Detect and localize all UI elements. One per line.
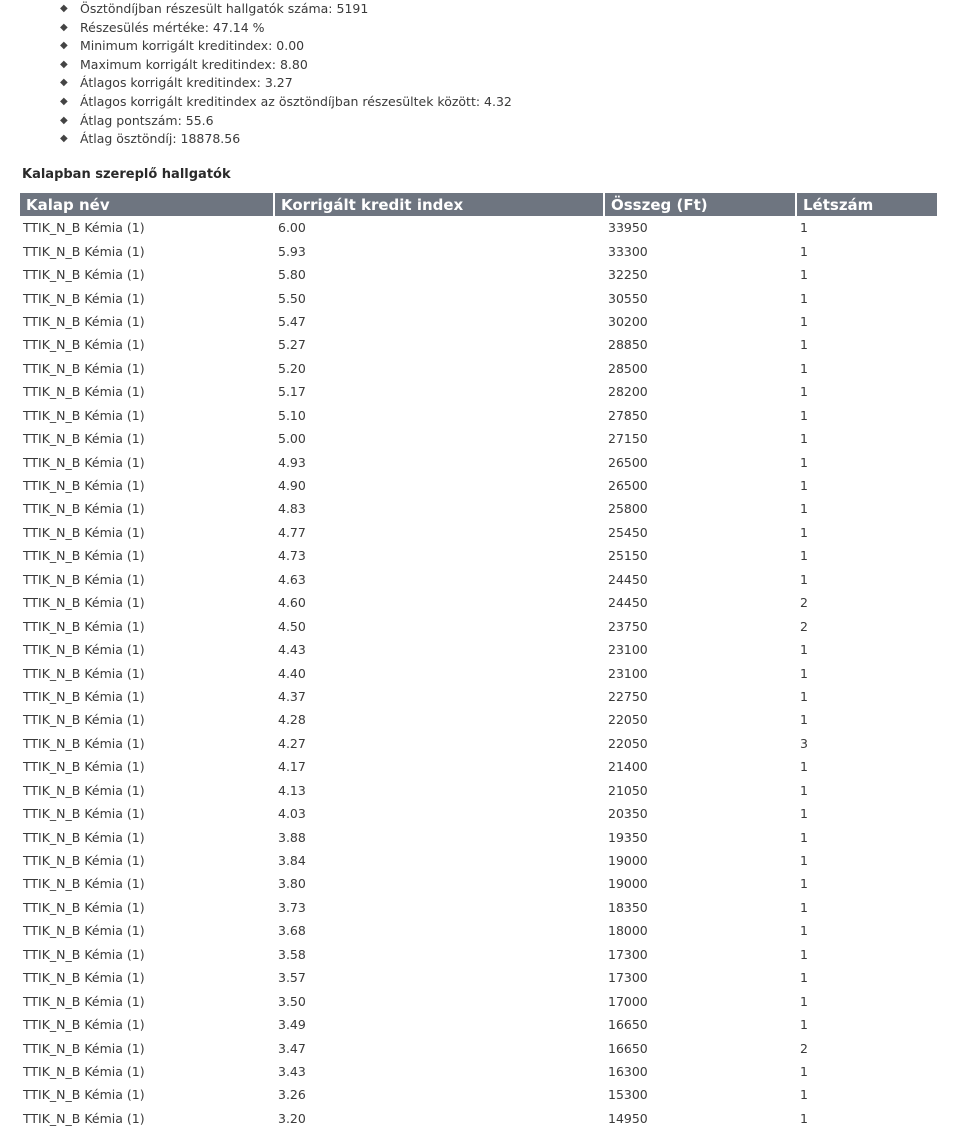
cell-letszam: 1 [800,1087,808,1103]
table-row [20,310,937,333]
table-row [20,685,937,708]
bullet-icon: ◆ [60,133,68,145]
cell-kredit-index: 4.03 [278,806,306,822]
stat-text: Átlag ösztöndíj: 18878.56 [80,131,241,147]
cell-osszeg: 23100 [608,642,648,658]
stat-text: Minimum korrigált kreditindex: 0.00 [80,38,305,54]
cell-kalap-nev: TTIK_N_B Kémia (1) [23,384,145,400]
cell-osszeg: 17300 [608,946,648,962]
table-header-row [20,193,937,216]
cell-kredit-index: 4.13 [278,782,306,798]
cell-kalap-nev: TTIK_N_B Kémia (1) [23,688,145,704]
cell-osszeg: 19000 [608,853,648,869]
cell-osszeg: 17300 [608,970,648,986]
cell-kalap-nev: TTIK_N_B Kémia (1) [23,759,145,775]
table-row [20,263,937,286]
cell-kredit-index: 4.40 [278,665,306,681]
cell-osszeg: 16300 [608,1063,648,1079]
cell-kalap-nev: TTIK_N_B Kémia (1) [23,1087,145,1103]
cell-kalap-nev: TTIK_N_B Kémia (1) [23,220,145,236]
bullet-icon: ◆ [60,95,68,107]
bullet-icon: ◆ [60,58,68,70]
cell-kalap-nev: TTIK_N_B Kémia (1) [23,946,145,962]
table-row [20,474,937,497]
table-row [20,333,937,356]
cell-letszam: 3 [800,735,808,751]
cell-kalap-nev: TTIK_N_B Kémia (1) [23,290,145,306]
table-row [20,450,937,473]
column-header-osszeg: Összeg (Ft) [604,193,796,216]
cell-osszeg: 15300 [608,1087,648,1103]
cell-osszeg: 26500 [608,454,648,470]
cell-letszam: 1 [800,548,808,564]
table-row [20,708,937,731]
cell-osszeg: 33950 [608,220,648,236]
table-row [20,1083,937,1106]
cell-osszeg: 25800 [608,501,648,517]
bullet-icon: ◆ [60,21,68,33]
cell-kalap-nev: TTIK_N_B Kémia (1) [23,407,145,423]
cell-letszam: 1 [800,970,808,986]
cell-letszam: 1 [800,688,808,704]
cell-letszam: 1 [800,220,808,236]
stat-item [60,37,512,56]
cell-osszeg: 22050 [608,735,648,751]
stat-text: Átlag pontszám: 55.6 [80,112,214,128]
cell-letszam: 1 [800,1110,808,1126]
table-row [20,1036,937,1059]
cell-kalap-nev: TTIK_N_B Kémia (1) [23,618,145,634]
cell-kalap-nev: TTIK_N_B Kémia (1) [23,876,145,892]
cell-osszeg: 20350 [608,806,648,822]
cell-kredit-index: 4.90 [278,478,306,494]
cell-kredit-index: 3.50 [278,993,306,1009]
cell-osszeg: 18350 [608,899,648,915]
cell-osszeg: 23100 [608,665,648,681]
cell-kredit-index: 4.60 [278,595,306,611]
cell-osszeg: 19350 [608,829,648,845]
section-title: Kalapban szereplő hallgatók [22,167,231,182]
cell-kalap-nev: TTIK_N_B Kémia (1) [23,501,145,517]
cell-osszeg: 26500 [608,478,648,494]
table-row [20,732,937,755]
table-row [20,521,937,544]
cell-kalap-nev: TTIK_N_B Kémia (1) [23,829,145,845]
cell-kredit-index: 5.10 [278,407,306,423]
cell-letszam: 1 [800,431,808,447]
cell-kalap-nev: TTIK_N_B Kémia (1) [23,524,145,540]
cell-osszeg: 25450 [608,524,648,540]
cell-kredit-index: 3.49 [278,1017,306,1033]
stat-text: Átlagos korrigált kreditindex: 3.27 [80,75,293,91]
cell-kredit-index: 6.00 [278,220,306,236]
table-row [20,989,937,1012]
cell-kalap-nev: TTIK_N_B Kémia (1) [23,993,145,1009]
table-row [20,568,937,591]
cell-kalap-nev: TTIK_N_B Kémia (1) [23,548,145,564]
cell-kalap-nev: TTIK_N_B Kémia (1) [23,970,145,986]
cell-letszam: 1 [800,571,808,587]
stat-item [60,19,512,38]
cell-kredit-index: 5.47 [278,313,306,329]
cell-osszeg: 18000 [608,923,648,939]
table-row [20,849,937,872]
column-header-letszam: Létszám [796,193,937,216]
cell-osszeg: 28500 [608,360,648,376]
cell-osszeg: 19000 [608,876,648,892]
cell-kredit-index: 3.80 [278,876,306,892]
cell-osszeg: 21050 [608,782,648,798]
table-row [20,966,937,989]
cell-kalap-nev: TTIK_N_B Kémia (1) [23,431,145,447]
cell-kredit-index: 5.17 [278,384,306,400]
stat-item [60,112,512,131]
cell-kalap-nev: TTIK_N_B Kémia (1) [23,1063,145,1079]
cell-kredit-index: 4.28 [278,712,306,728]
cell-letszam: 1 [800,478,808,494]
table-row [20,896,937,919]
cell-letszam: 1 [800,384,808,400]
cell-kalap-nev: TTIK_N_B Kémia (1) [23,642,145,658]
cell-kalap-nev: TTIK_N_B Kémia (1) [23,1110,145,1126]
cell-kredit-index: 3.43 [278,1063,306,1079]
statistics-list [60,0,512,149]
cell-kredit-index: 4.37 [278,688,306,704]
cell-letszam: 1 [800,454,808,470]
cell-kalap-nev: TTIK_N_B Kémia (1) [23,782,145,798]
cell-letszam: 1 [800,782,808,798]
cell-kredit-index: 4.43 [278,642,306,658]
cell-letszam: 1 [800,806,808,822]
cell-kredit-index: 5.93 [278,243,306,259]
table-row [20,404,937,427]
table-body [20,216,937,1130]
cell-osszeg: 27150 [608,431,648,447]
table-row [20,380,937,403]
cell-letszam: 1 [800,853,808,869]
table-row [20,1060,937,1083]
cell-osszeg: 22750 [608,688,648,704]
table-row [20,614,937,637]
cell-osszeg: 28850 [608,337,648,353]
cell-letszam: 1 [800,993,808,1009]
table-row [20,802,937,825]
cell-kalap-nev: TTIK_N_B Kémia (1) [23,923,145,939]
table-row [20,497,937,520]
cell-kalap-nev: TTIK_N_B Kémia (1) [23,1040,145,1056]
bullet-icon: ◆ [60,114,68,126]
cell-letszam: 2 [800,595,808,611]
table-row [20,1107,937,1130]
cell-kredit-index: 4.77 [278,524,306,540]
cell-letszam: 1 [800,524,808,540]
cell-kalap-nev: TTIK_N_B Kémia (1) [23,243,145,259]
table-row [20,591,937,614]
stat-item [60,74,512,93]
cell-letszam: 1 [800,829,808,845]
cell-kalap-nev: TTIK_N_B Kémia (1) [23,313,145,329]
stat-item [60,93,512,112]
cell-letszam: 1 [800,407,808,423]
cell-kredit-index: 3.84 [278,853,306,869]
stat-item [60,130,512,149]
cell-kredit-index: 4.17 [278,759,306,775]
cell-kalap-nev: TTIK_N_B Kémia (1) [23,735,145,751]
stat-text: Ösztöndíjban részesült hallgatók száma: 5191 [80,1,369,16]
cell-osszeg: 27850 [608,407,648,423]
cell-letszam: 1 [800,712,808,728]
cell-kredit-index: 3.20 [278,1110,306,1126]
cell-osszeg: 16650 [608,1040,648,1056]
cell-letszam: 1 [800,243,808,259]
table-row [20,357,937,380]
cell-kredit-index: 3.58 [278,946,306,962]
cell-kredit-index: 5.00 [278,431,306,447]
cell-osszeg: 33300 [608,243,648,259]
cell-osszeg: 24450 [608,571,648,587]
cell-osszeg: 14950 [608,1110,648,1126]
cell-kalap-nev: TTIK_N_B Kémia (1) [23,337,145,353]
cell-letszam: 1 [800,267,808,283]
cell-kalap-nev: TTIK_N_B Kémia (1) [23,360,145,376]
cell-kalap-nev: TTIK_N_B Kémia (1) [23,899,145,915]
cell-osszeg: 23750 [608,618,648,634]
cell-letszam: 1 [800,1017,808,1033]
cell-osszeg: 32250 [608,267,648,283]
table-row [20,872,937,895]
table-row [20,544,937,567]
cell-kalap-nev: TTIK_N_B Kémia (1) [23,454,145,470]
table-row [20,239,937,262]
cell-letszam: 1 [800,759,808,775]
stat-item [60,0,512,19]
table-row [20,661,937,684]
stat-text: Részesülés mértéke: 47.14 % [80,19,265,35]
stat-text: Átlagos korrigált kreditindex az ösztöndíjban részesültek között: 4.32 [80,93,512,109]
cell-osszeg: 16650 [608,1017,648,1033]
bullet-icon: ◆ [60,77,68,89]
stat-text: Maximum korrigált kreditindex: 8.80 [80,56,308,72]
bullet-icon: ◆ [60,3,68,14]
table-row [20,216,937,239]
cell-letszam: 1 [800,642,808,658]
students-table [20,193,937,1130]
table-row [20,286,937,309]
table-row [20,943,937,966]
cell-letszam: 1 [800,360,808,376]
cell-letszam: 1 [800,665,808,681]
cell-kredit-index: 4.27 [278,735,306,751]
cell-osszeg: 21400 [608,759,648,775]
column-header-kredit-index: Korrigált kredit index [274,193,604,216]
cell-kredit-index: 5.50 [278,290,306,306]
table-row [20,1013,937,1036]
cell-kredit-index: 4.63 [278,571,306,587]
column-header-kalap-nev: Kalap név [20,193,274,216]
cell-letszam: 1 [800,876,808,892]
cell-kredit-index: 5.80 [278,267,306,283]
cell-letszam: 1 [800,337,808,353]
cell-kalap-nev: TTIK_N_B Kémia (1) [23,665,145,681]
cell-kalap-nev: TTIK_N_B Kémia (1) [23,853,145,869]
cell-osszeg: 24450 [608,595,648,611]
cell-osszeg: 17000 [608,993,648,1009]
table-row [20,825,937,848]
bullet-icon: ◆ [60,40,68,52]
cell-letszam: 1 [800,946,808,962]
cell-kredit-index: 4.73 [278,548,306,564]
cell-kalap-nev: TTIK_N_B Kémia (1) [23,806,145,822]
cell-letszam: 1 [800,313,808,329]
cell-letszam: 2 [800,618,808,634]
cell-kalap-nev: TTIK_N_B Kémia (1) [23,1017,145,1033]
cell-kalap-nev: TTIK_N_B Kémia (1) [23,478,145,494]
cell-letszam: 1 [800,899,808,915]
cell-kredit-index: 3.47 [278,1040,306,1056]
cell-kredit-index: 5.20 [278,360,306,376]
cell-kalap-nev: TTIK_N_B Kémia (1) [23,712,145,728]
table-row [20,427,937,450]
cell-kredit-index: 3.68 [278,923,306,939]
table-row [20,779,937,802]
cell-kredit-index: 3.26 [278,1087,306,1103]
cell-osszeg: 22050 [608,712,648,728]
cell-kredit-index: 4.50 [278,618,306,634]
cell-letszam: 1 [800,923,808,939]
cell-kredit-index: 5.27 [278,337,306,353]
cell-osszeg: 30200 [608,313,648,329]
table-row [20,638,937,661]
cell-kalap-nev: TTIK_N_B Kémia (1) [23,571,145,587]
cell-kredit-index: 4.93 [278,454,306,470]
cell-letszam: 1 [800,290,808,306]
cell-letszam: 1 [800,501,808,517]
cell-letszam: 1 [800,1063,808,1079]
cell-kalap-nev: TTIK_N_B Kémia (1) [23,595,145,611]
cell-kredit-index: 3.88 [278,829,306,845]
stat-item [60,56,512,75]
cell-kredit-index: 4.83 [278,501,306,517]
table-row [20,755,937,778]
cell-osszeg: 30550 [608,290,648,306]
cell-osszeg: 28200 [608,384,648,400]
table-row [20,919,937,942]
cell-kredit-index: 3.73 [278,899,306,915]
cell-osszeg: 25150 [608,548,648,564]
cell-letszam: 2 [800,1040,808,1056]
cell-kredit-index: 3.57 [278,970,306,986]
cell-kalap-nev: TTIK_N_B Kémia (1) [23,267,145,283]
